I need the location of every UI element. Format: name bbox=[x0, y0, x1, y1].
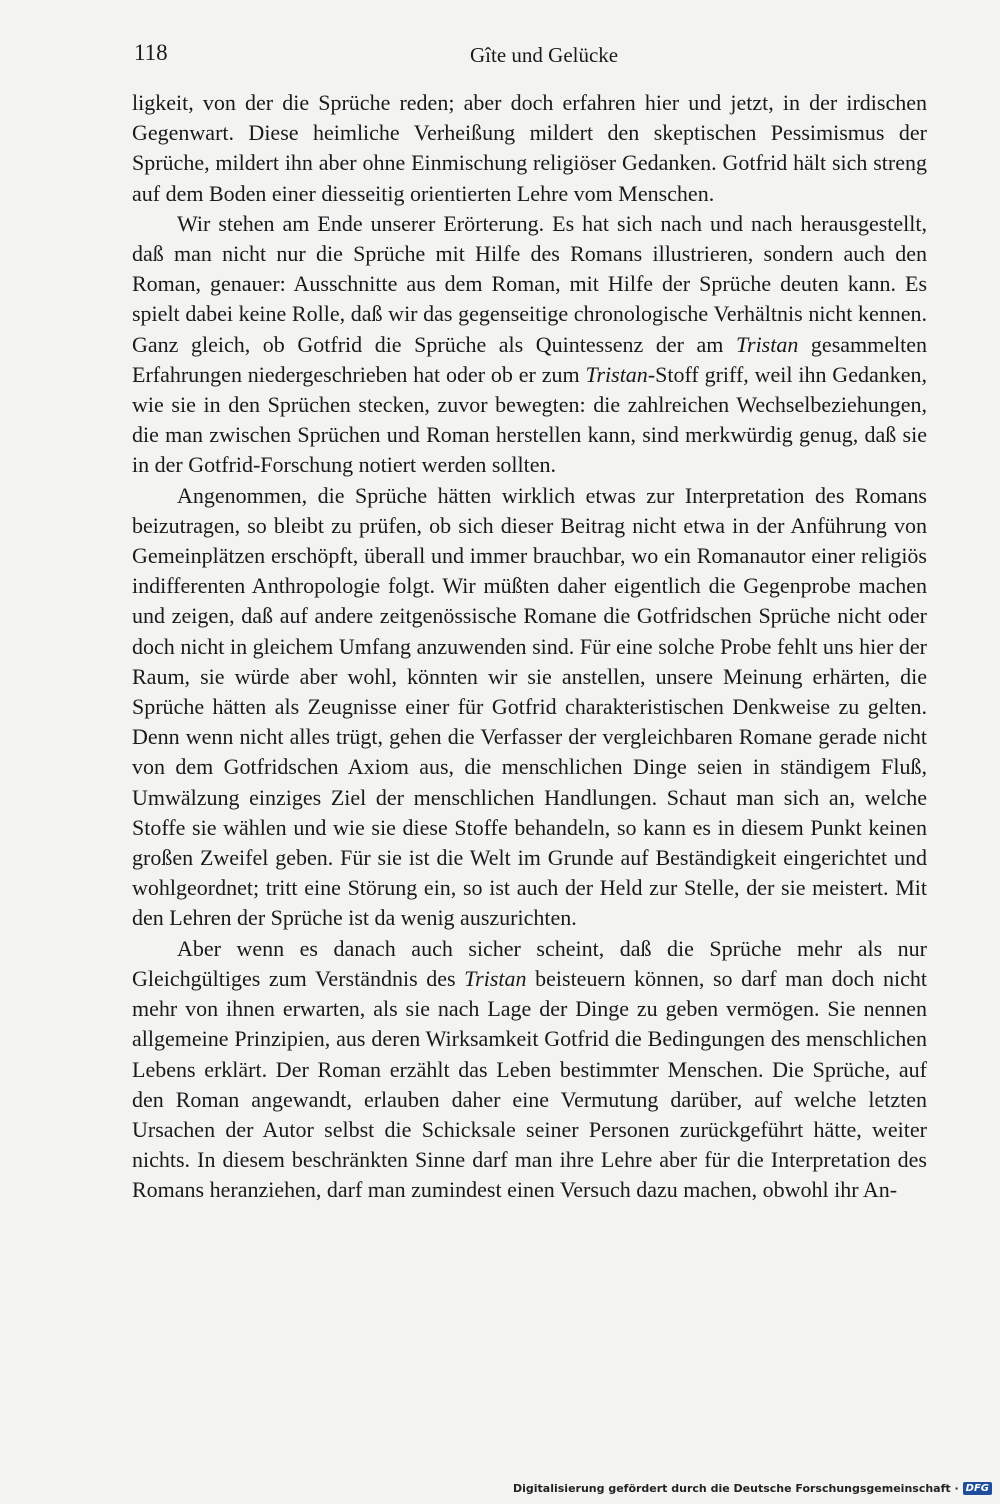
page-number: 118 bbox=[134, 40, 168, 65]
paragraph-4-part-a: Aber wenn es danach auch sicher scheint, daß die Sprüche mehr als nur Gleichgültiges zum Verständnis des bbox=[132, 935, 927, 991]
paragraph-2-part-b: gesammelten Erfahrungen niedergeschrieben hat oder ob er zum bbox=[132, 331, 927, 387]
paragraph-2-part-a: Wir stehen am Ende unserer Erörterung. Es hat sich nach und nach herausgestellt, daß man nicht nur die Sprüche mit Hilfe des Romans illustrieren, sondern auch den Roman, genauer: Ausschnitte aus dem Roman, mit Hilfe der Sprüche deuten kann. Es spielt dabei keine Rolle, daß wir das gegenseitige chronologische Verhältnis nicht kennen. Ganz gleich, ob Gotfrid die Sprüche als Quintessenz der am bbox=[132, 210, 927, 357]
paragraph-4 bbox=[132, 934, 927, 1206]
paragraph-4-part-b: beisteuern können, so darf man doch nicht mehr von ihnen erwarten, als sie nach Lage der Dinge zu geben vermögen. Sie nennen allgemeine Prinzipien, aus deren Wirksamkeit Gotfrid die Bedingungen des menschlichen Lebens erklärt. Der Roman erzählt das Leben bestimmter Menschen. Die Sprüche, auf den Roman angewandt, erlauben daher eine Vermutung darüber, auf welche letzten Ursachen der Autor selbst die Schicksale seiner Personen zurückgeführt hätte, weiter nichts. In diesem beschränkten Sinne darf man ihre Lehre aber für die Interpretation des Romans heranziehen, darf man zumindest einen Versuch dazu machen, obwohl ihr An- bbox=[132, 965, 927, 1203]
title-tristan: Tristan bbox=[735, 331, 799, 357]
paragraph-2-part-c: -Stoff griff, weil ihn Gedanken, wie sie in den Sprüchen stecken, zuvor bewegten: die zahlreichen Wechselbeziehungen, die man zwischen Sprüchen und Roman herstellen kann, sind merkwürdig genug, daß sie in der Gotfrid-Forschung notiert werden sollten. bbox=[132, 361, 927, 478]
title-tristan: Tristan bbox=[464, 965, 527, 991]
paragraph-2 bbox=[132, 209, 927, 481]
paragraph-1: ligkeit, von der die Sprüche reden; aber doch erfahren hier und jetzt, in der irdischen Gegenwart. Diese heimliche Verheißung mildert den skeptischen Pessimismus der Sprüche, mildert ihn aber ohne Einmischung religiöser Gedanken. Gotfrid hält sich streng auf dem Boden einer diesseitig orientierten Lehre vom Menschen. bbox=[132, 90, 927, 206]
dfg-logo-icon: DFG bbox=[963, 1482, 992, 1495]
title-tristan: Tristan bbox=[585, 361, 648, 387]
footer-text: Digitalisierung gefördert durch die Deutsche Forschungsgemeinschaft · bbox=[512, 1482, 959, 1495]
digitization-footer bbox=[513, 1482, 992, 1495]
running-title: Gîte und Gelücke bbox=[470, 43, 619, 67]
body-text bbox=[132, 88, 927, 1206]
paragraph-3: Angenommen, die Sprüche hätten wirklich etwas zur Interpretation des Romans beizutragen, so bleibt zu prüfen, ob sich dieser Beitrag nicht etwa in der Anführung von Gemeinplätzen erschöpft, überall und immer brauchbar, wo ein Romanautor einer religiös indifferenten Anthropologie folgt. Wir müßten daher eigentlich die Gegenprobe machen und zeigen, daß auf andere zeitgenössische Romane die Gotfridschen Sprüche nicht oder doch nicht in gleichem Umfang anzuwenden sind. Für eine solche Probe fehlt uns hier der Raum, sie würde aber wohl, könnten wir sie anstellen, unsere Meinung erhärten, die Sprüche hätten als Zeugnisse einer für Gotfrid charakteristischen Denkweise zu gelten. Denn wenn nicht alles trügt, gehen die Verfasser der vergleichbaren Romane gerade nicht von dem Gotfridschen Axiom aus, die menschlichen Dinge seien in ständigem Fluß, Umwälzung einziges Ziel der menschlichen Handlungen. Schaut man sich an, welche Stoffe sie wählen und wie sie diese Stoffe behandeln, so kann es in diesem Punkt keinen großen Zweifel geben. Für sie ist die Welt im Grunde auf Beständigkeit eingerichtet und wohlgeordnet; tritt eine Störung ein, so ist auch der Held zur Stelle, der sie meistert. Mit den Lehren der Sprüche ist da wenig auszurichten. bbox=[132, 482, 927, 931]
